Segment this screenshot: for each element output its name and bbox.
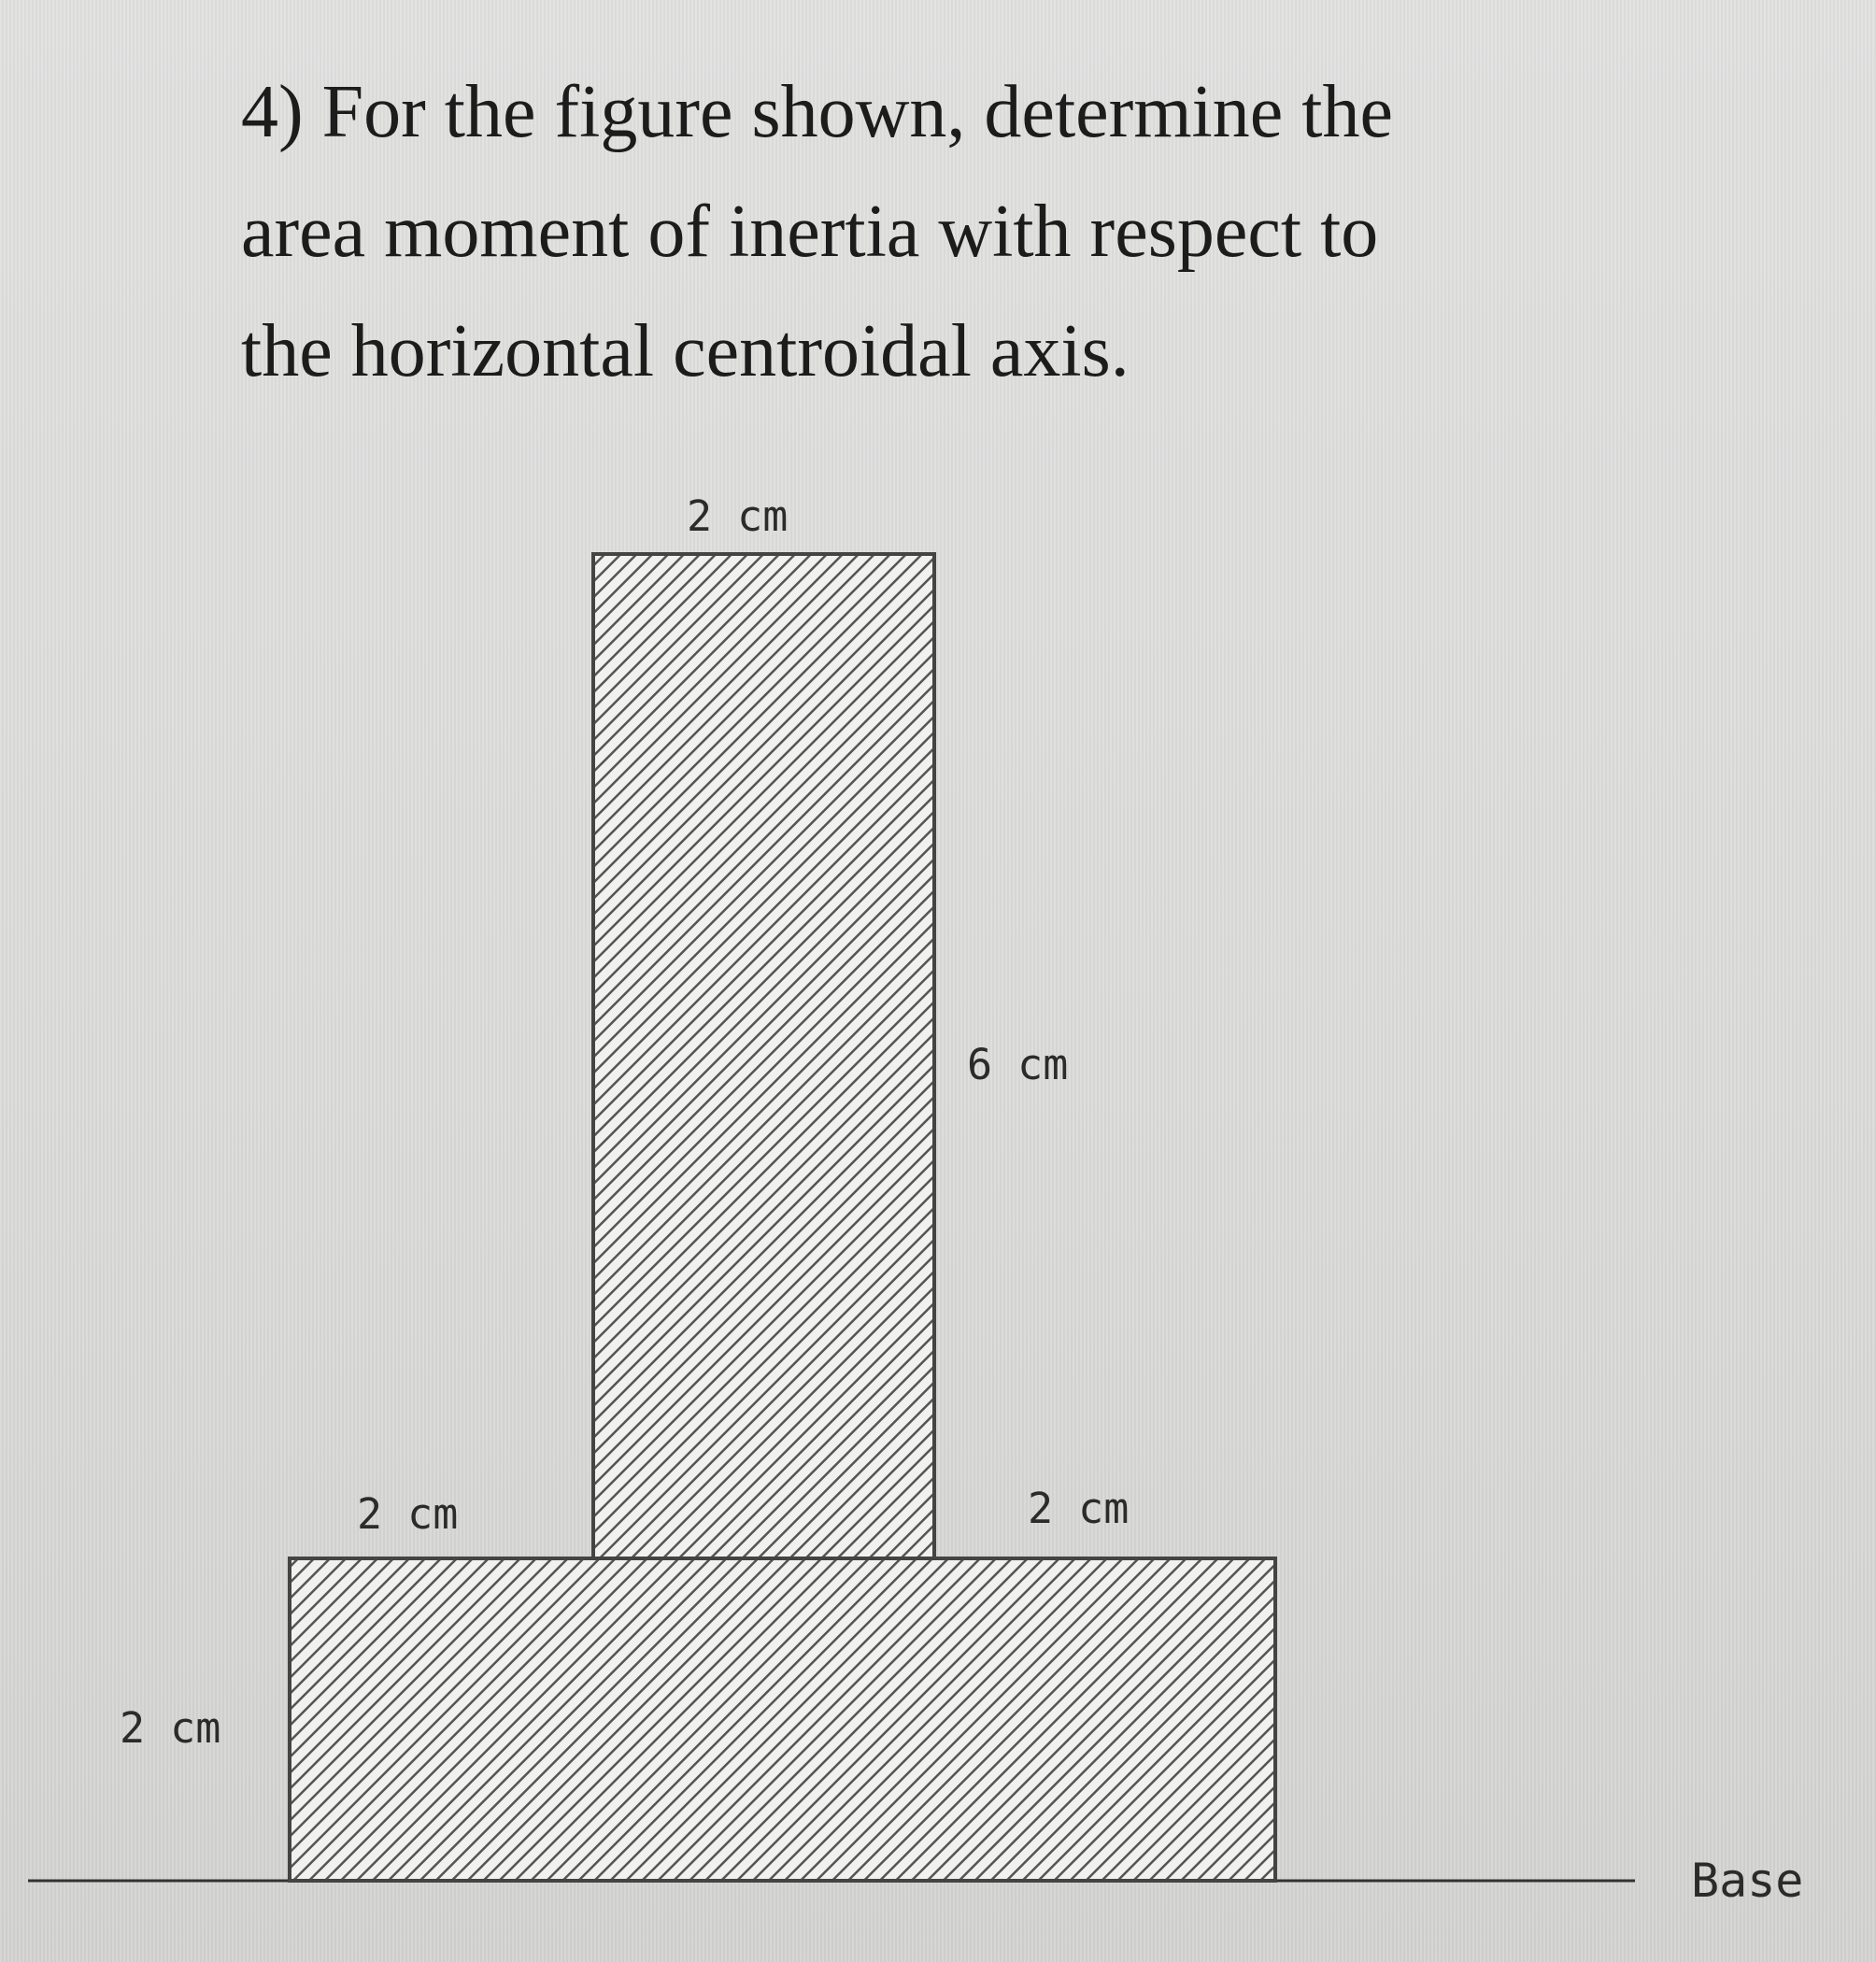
base-label: Base (1691, 1854, 1804, 1908)
top-width-label: 2 cm (687, 491, 789, 541)
upper-web-section (593, 554, 934, 1558)
problem-statement: 4) For the figure shown, determine the area moment of inertia with respect to the horizontal centroidal axis. (241, 71, 1394, 392)
stem-height-label: 6 cm (967, 1040, 1069, 1089)
lower-base-section (290, 1558, 1275, 1881)
right-step-label: 2 cm (1028, 1484, 1130, 1533)
left-step-label: 2 cm (357, 1489, 459, 1539)
base-height-label: 2 cm (120, 1703, 221, 1753)
